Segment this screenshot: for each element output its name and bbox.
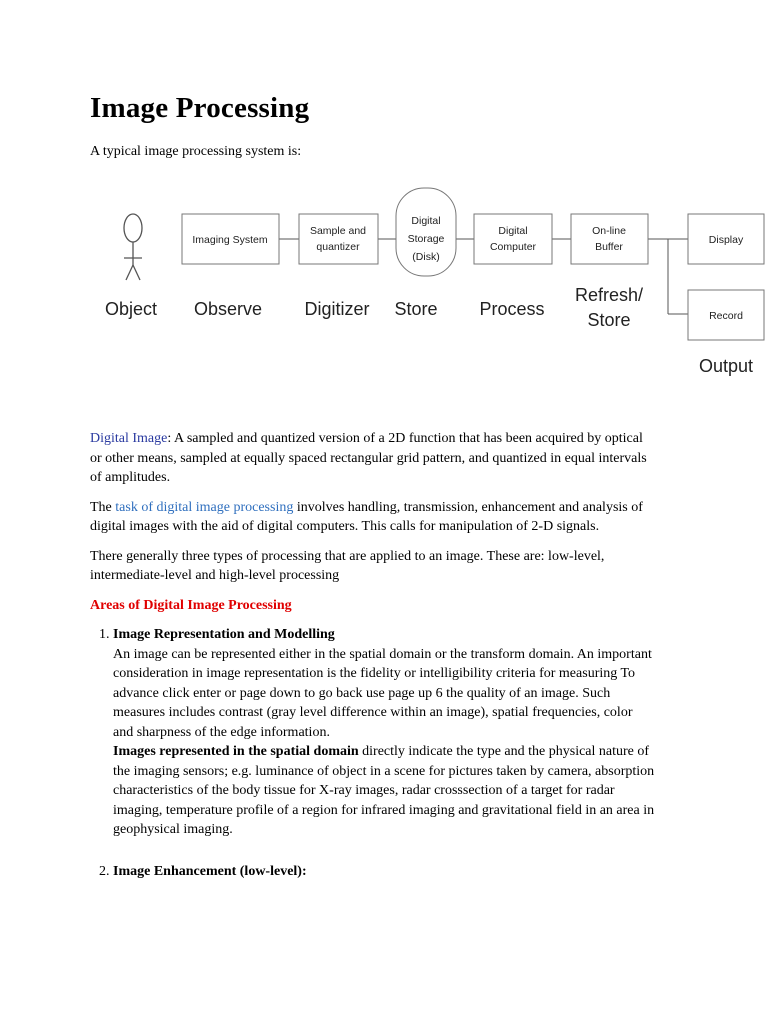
page-title: Image Processing [90,92,310,124]
computer-label-line1: Digital [498,225,528,237]
stage-output: Output [698,356,754,376]
buffer-label-line1: On-line [592,225,626,237]
list-item [113,862,655,882]
storage-label-line2: Storage [407,233,445,245]
digital-image-paragraph [90,429,655,488]
storage-label-line1: Digital [411,215,441,227]
body-content [90,429,655,893]
task-link[interactable]: task of digital image processing [115,499,294,515]
task-prefix: The [90,499,116,515]
item1-sub-bold: Images represented in the spatial domain [113,744,359,759]
item1-sub-paragraph [113,742,655,840]
display-label: Display [708,234,744,246]
item1-sub-text: directly indicate the type and the physical nature of the imaging sensors; e.g. luminance of object in a scene for pictures taken by camera, absorption characteristics of the body tissue for X-ray images, radar crosssection of a target for radar imaging, temperature profile of a region for infrared imaging and gravitational field in an area in geophysical imaging. [113,744,655,837]
person-icon [124,214,142,280]
stage-refresh-line2: Store [587,310,631,330]
stage-store: Store [394,299,438,319]
task-suffix: involves handling, transmission, enhancement and analysis of digital images with the aid of digital computers. This calls for manipulation of 2-D signals. [90,499,643,534]
record-label: Record [709,310,743,322]
imaging-system-label: Imaging System [192,234,268,246]
sample-quantizer-box [299,214,378,264]
areas-heading: Areas of Digital Image Processing [90,597,292,613]
stage-observe: Observe [193,299,263,319]
item1-title: Image Representation and Modelling [113,627,335,642]
digital-image-definition: : A sampled and quantized version of a 2D function that has been acquired by optical or other means, sampled at equally spaced rectangular grid pattern, and quantized in equal intervals of amplitudes. [90,431,647,485]
list-item [113,625,655,840]
storage-label-line3: (Disk) [412,251,440,263]
stage-object: Object [104,299,158,319]
task-paragraph [90,498,655,537]
areas-list [90,625,655,881]
stage-refresh-line1: Refresh/ [574,285,644,305]
processing-system-diagram [0,180,768,390]
computer-label-line2: Computer [489,241,537,253]
online-buffer-box [571,214,648,264]
buffer-label-line2: Buffer [595,241,623,253]
digital-image-term: Digital Image [90,431,168,446]
item2-title: Image Enhancement (low-level): [113,863,307,879]
digital-computer-box [474,214,552,264]
sample-label-line2: quantizer [316,241,360,253]
sample-label-line1: Sample and [309,225,367,237]
item1-text: An image can be represented either in the spatial domain or the transform domain. An important consideration in image representation is the fidelity or intelligibility criteria for measuring To advance click enter or page down to go back use page up 6 the quality of an image. Such measures includes contrast (gray level difference within an image), spatial frequencies, color and sharpness of the edge information. [113,646,652,740]
stage-digitizer: Digitizer [304,299,370,319]
intro-text: A typical image processing system is: [90,144,302,159]
types-paragraph: There generally three types of processing that are applied to an image. These are: low-level, intermediate-level and high-level processing [90,548,605,583]
stage-process: Process [479,299,545,319]
